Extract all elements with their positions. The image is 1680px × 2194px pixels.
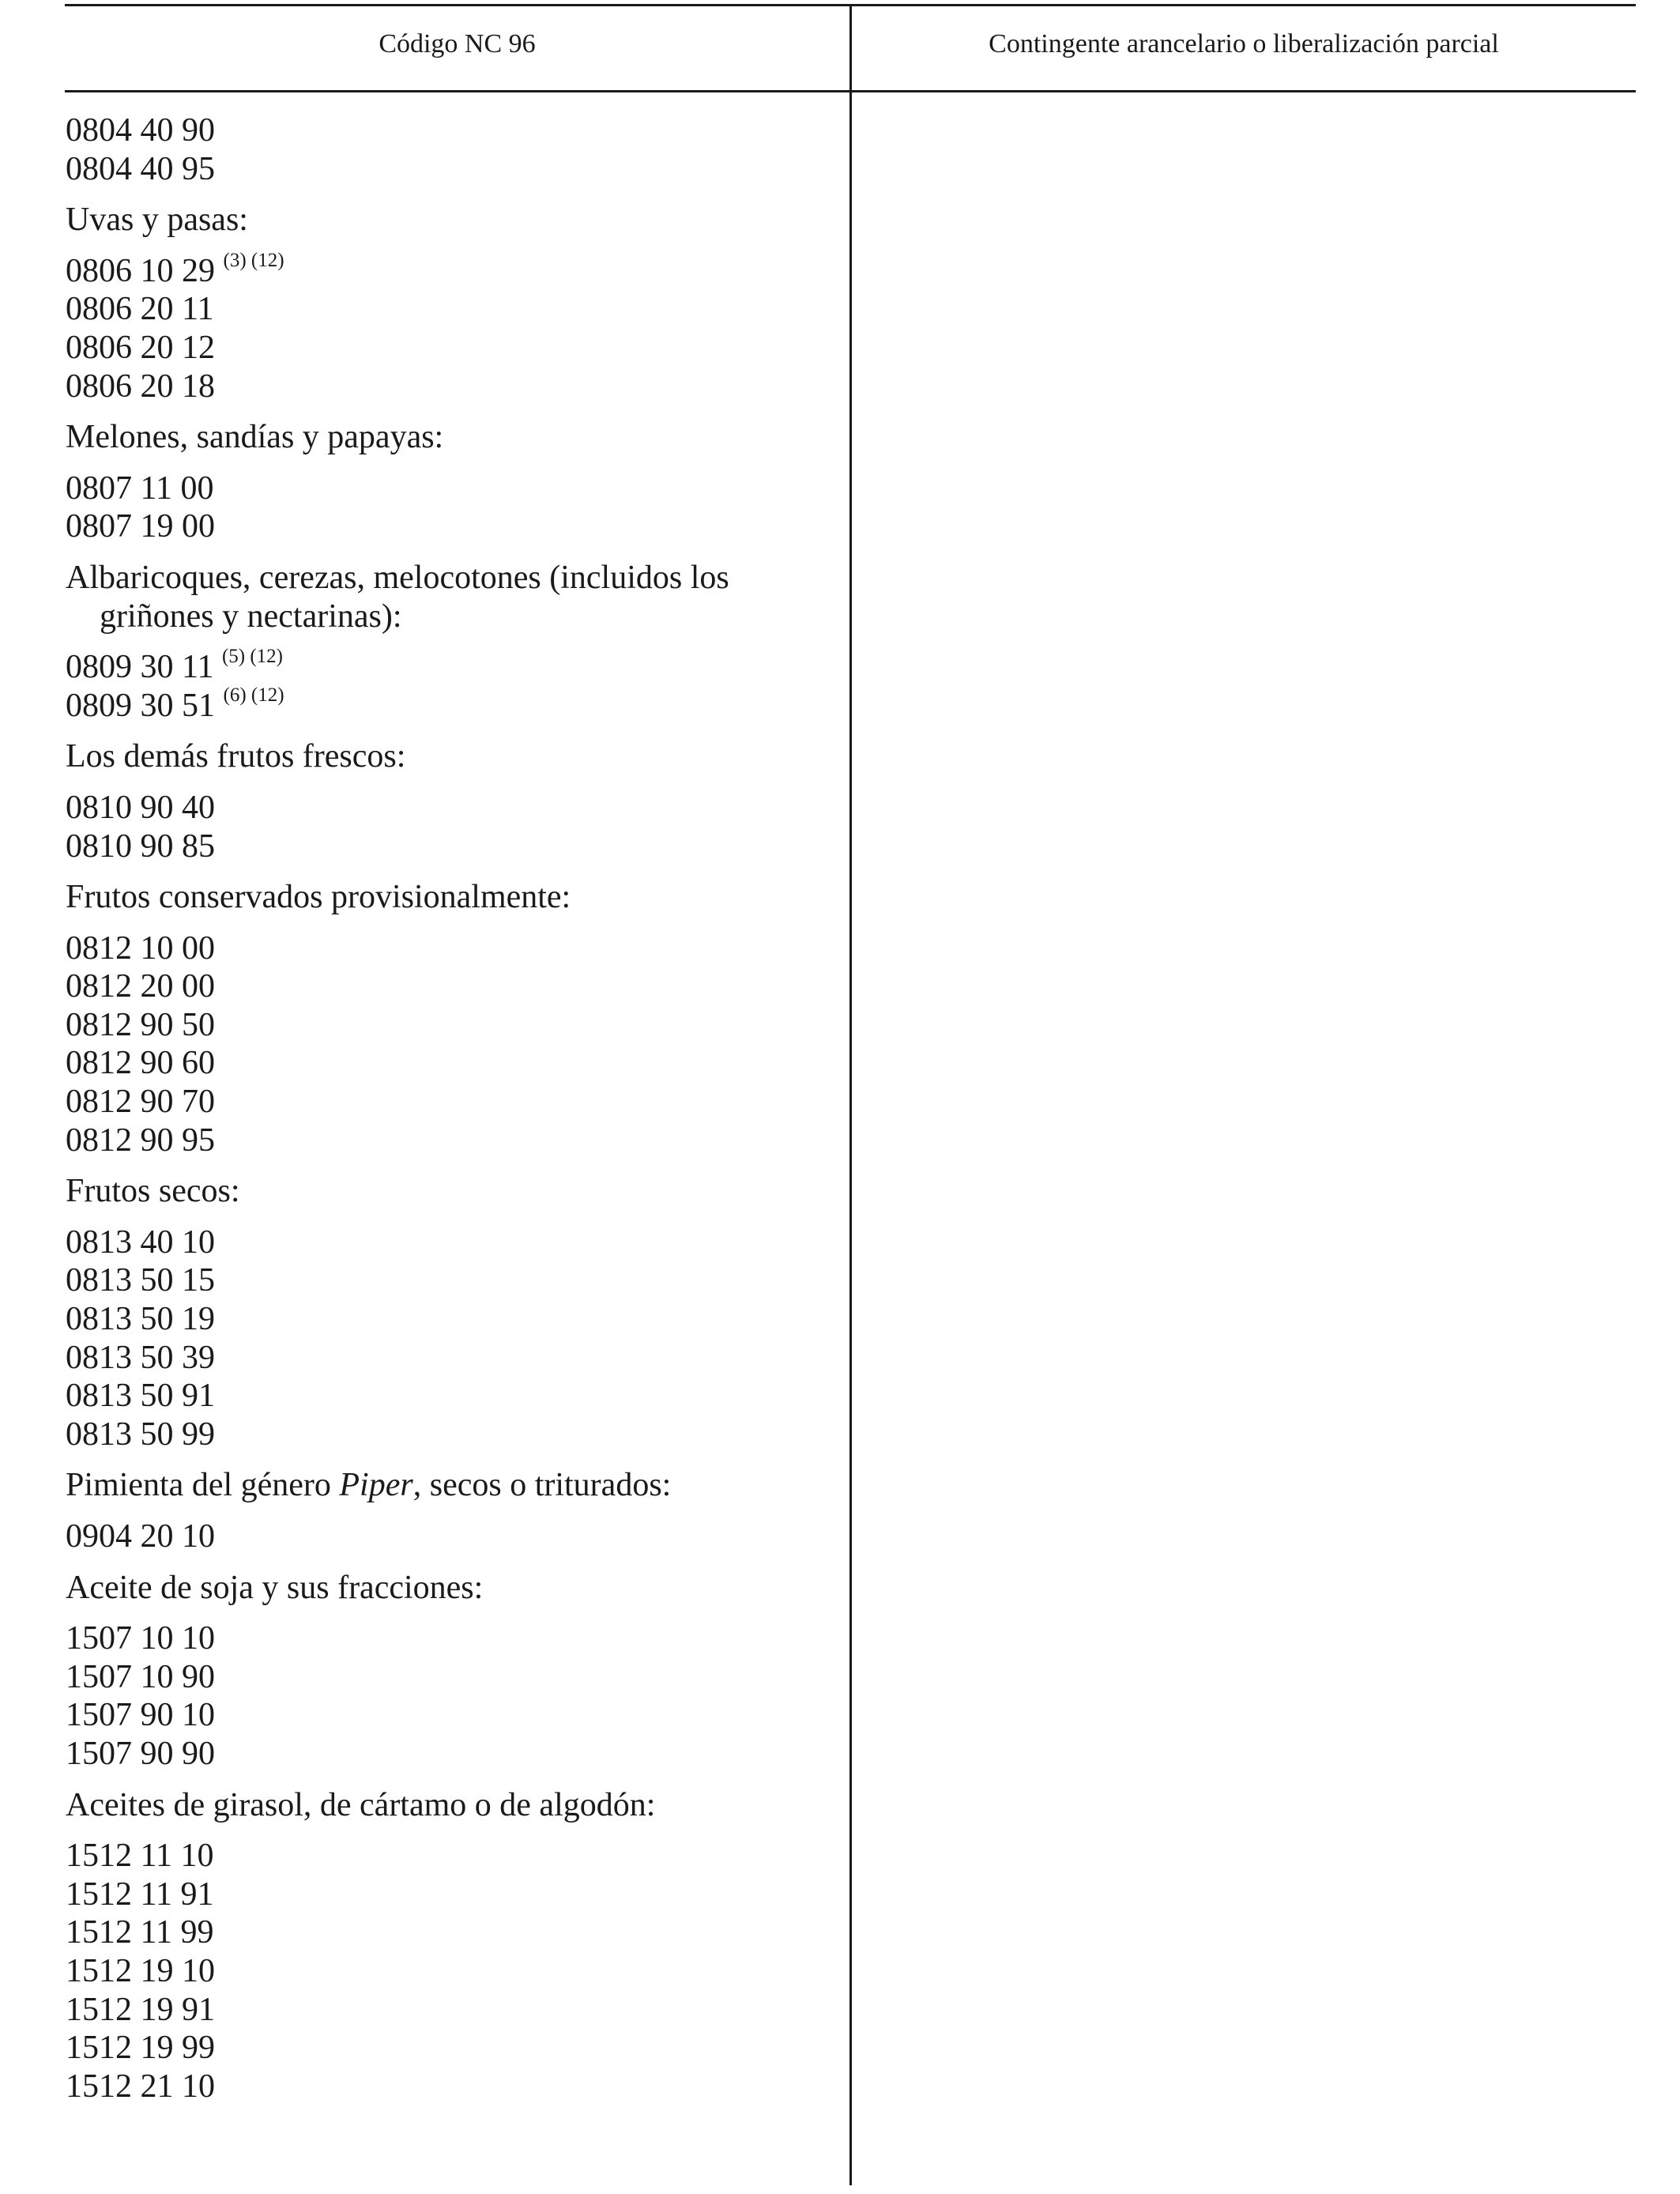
footnote-ref: (6) (12): [223, 684, 284, 706]
group-heading: Aceites de girasol, de cártamo o de algodón:: [66, 1786, 656, 1823]
tariff-code: 0806 20 18: [66, 368, 215, 405]
tariff-code: 1507 10 90: [66, 1658, 215, 1695]
code-list: [66, 648, 832, 725]
tariff-code: 1507 90 90: [66, 1735, 215, 1772]
tariff-code: 1512 21 10: [66, 2068, 215, 2105]
tariff-code: 0813 40 10: [66, 1223, 215, 1261]
footnote-ref: (5) (12): [221, 646, 284, 668]
tariff-code: 0807 11 00: [66, 469, 214, 507]
code-group: [66, 1569, 832, 1774]
footnote-ref: (3) (12): [223, 249, 284, 271]
code-group: [66, 1172, 832, 1453]
code-group: [66, 201, 832, 405]
tariff-code: 0812 90 50: [66, 1006, 215, 1043]
group-heading: Pimienta del género Piper, secos o triturados:: [66, 1467, 672, 1504]
tariff-code: 0806 20 11: [66, 291, 214, 328]
tariff-code: 1512 11 91: [66, 1875, 214, 1913]
group-heading: Aceite de soja y sus fracciones:: [66, 1569, 484, 1606]
tariff-code: 0904 20 10: [66, 1518, 215, 1555]
tariff-code: 0812 90 95: [66, 1122, 215, 1159]
tariff-code: 0812 10 00: [66, 929, 215, 967]
code-group: [66, 737, 832, 865]
group-heading: Frutos conservados provisionalmente:: [66, 879, 571, 916]
code-list: [66, 469, 832, 546]
tariff-code: 0813 50 39: [66, 1339, 215, 1376]
tariff-code: 1507 90 10: [66, 1697, 215, 1734]
tariff-code: 0812 90 70: [66, 1084, 215, 1121]
code-group: [66, 1786, 832, 2106]
code-list: [66, 249, 832, 405]
group-heading: Uvas y pasas:: [66, 202, 248, 239]
code-group: [66, 559, 832, 725]
code-list: [66, 111, 832, 188]
tariff-code: 0806 10 29 $^{(3) (12)}$: [66, 249, 284, 289]
group-heading: Los demás frutos frescos:: [66, 738, 406, 775]
group-heading: Albaricoques, cerezas, melocotones (incluidos los griñones y nectarinas):: [66, 559, 729, 635]
group-heading: Frutos secos:: [66, 1173, 240, 1210]
tariff-code: 1507 10 10: [66, 1620, 215, 1657]
code-group: [66, 1466, 832, 1555]
tariff-code: 1512 19 99: [66, 2030, 215, 2067]
tariff-code: 0809 30 11 $^{(5) (12)}$: [66, 646, 284, 686]
tariff-code: 0809 30 51 $^{(6) (12)}$: [66, 684, 284, 724]
code-list: [66, 929, 832, 1160]
tariff-code: 0810 90 40: [66, 789, 215, 826]
tariff-code: 1512 19 10: [66, 1952, 215, 1989]
tariff-code: 0813 50 19: [66, 1301, 215, 1338]
tariff-code: 0813 50 99: [66, 1416, 215, 1453]
tariff-code: 0804 40 90: [66, 112, 215, 149]
code-list: [66, 1837, 832, 2105]
tariff-code: 1512 11 10: [66, 1838, 214, 1875]
code-list: [66, 1223, 832, 1454]
code-group: [66, 418, 832, 546]
code-column: [66, 111, 832, 2118]
tariff-code: 0813 50 91: [66, 1378, 215, 1415]
tariff-code: 0807 19 00: [66, 508, 215, 545]
code-group: [66, 111, 832, 188]
tariff-code: 0810 90 85: [66, 827, 215, 865]
tariff-code: 0812 90 60: [66, 1045, 215, 1082]
tariff-code: 0806 20 12: [66, 329, 215, 366]
column-header-code: Código NC 96: [379, 29, 536, 58]
tariff-code: 1512 19 91: [66, 1991, 215, 2028]
code-group: [66, 878, 832, 1159]
genus-name: Piper: [339, 1467, 413, 1504]
column-header-quota: Contingente arancelario o liberalización parcial: [989, 29, 1499, 58]
tariff-code: 0812 20 00: [66, 968, 215, 1005]
quota-column: [852, 92, 1636, 2179]
code-list: [66, 789, 832, 865]
tariff-code: 0804 40 95: [66, 150, 215, 187]
tariff-code: 1512 11 99: [66, 1914, 214, 1951]
code-list: [66, 1619, 832, 1773]
group-heading: Melones, sandías y papayas:: [66, 419, 444, 456]
code-list: [66, 1517, 832, 1556]
tariff-code: 0813 50 15: [66, 1262, 215, 1299]
